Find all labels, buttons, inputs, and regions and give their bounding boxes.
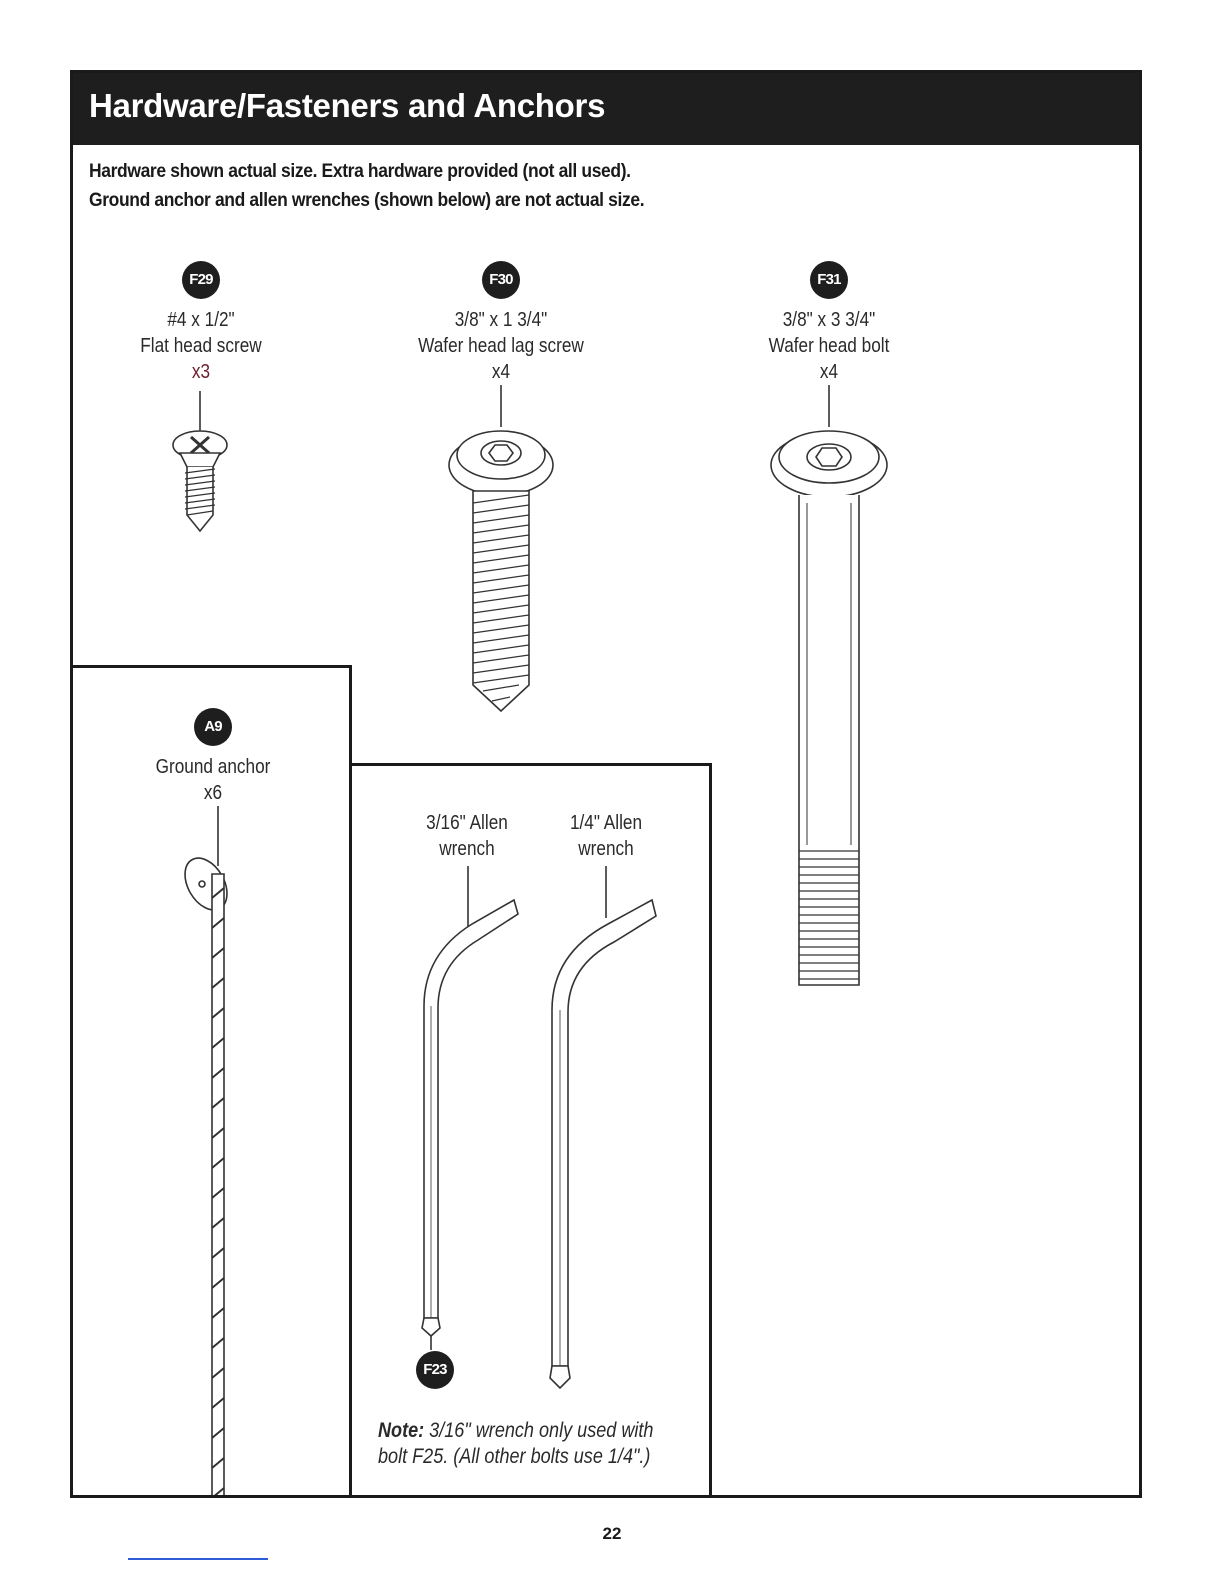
part-quantity: x4: [491, 361, 511, 383]
note-prefix: Note:: [378, 1419, 425, 1442]
part-name: Wafer head lag screw: [418, 335, 584, 357]
part-badge: F29: [182, 261, 220, 299]
part-size: 3/8" x 3 3/4": [782, 309, 876, 331]
intro-line-1: Hardware shown actual size. Extra hardware provided (not all used).: [89, 161, 631, 182]
part-quantity: x6: [203, 782, 223, 804]
section-header: [73, 73, 1139, 145]
wrench-badge: F23: [416, 1351, 454, 1389]
wrench-type: wrench: [578, 838, 634, 860]
ground-anchor-box: [70, 665, 352, 1498]
ground-anchor-illustration: [73, 668, 74, 669]
wrench-size: 1/4" Allen: [569, 812, 643, 834]
part-badge: F30: [482, 261, 520, 299]
part-f29: [101, 261, 301, 385]
part-f31: [729, 261, 929, 385]
wafer-head-bolt-illustration: [73, 73, 74, 74]
wrench-large-label: [506, 810, 706, 862]
part-quantity: x4: [819, 361, 839, 383]
hardware-panel: [70, 70, 1142, 1498]
part-f30: [401, 261, 601, 385]
page-title: Hardware/Fasteners and Anchors: [89, 87, 606, 124]
part-badge: A9: [194, 708, 232, 746]
part-size: #4 x 1/2": [167, 309, 235, 331]
intro-text: [89, 157, 644, 215]
allen-wrench-box: [349, 763, 712, 1498]
part-a9: [113, 708, 313, 806]
note-line-2: bolt F25. (All other bolts use 1/4".): [378, 1445, 651, 1468]
part-name: Ground anchor: [155, 756, 271, 778]
wrench-size: 3/16" Allen: [426, 812, 508, 834]
allen-wrench-illustrations: [352, 766, 353, 767]
part-badge: F31: [810, 261, 848, 299]
part-quantity: x3: [191, 361, 211, 383]
intro-line-2: Ground anchor and allen wrenches (shown below) are not actual size.: [89, 190, 645, 211]
part-name: Flat head screw: [140, 335, 262, 357]
page-number: 22: [602, 1524, 622, 1543]
part-name: Wafer head bolt: [768, 335, 890, 357]
note-line-1: 3/16" wrench only used with: [429, 1419, 654, 1442]
wrench-type: wrench: [439, 838, 495, 860]
footer-rule: [128, 1558, 268, 1560]
part-size: 3/8" x 1 3/4": [454, 309, 548, 331]
wrench-note: [378, 1418, 653, 1470]
